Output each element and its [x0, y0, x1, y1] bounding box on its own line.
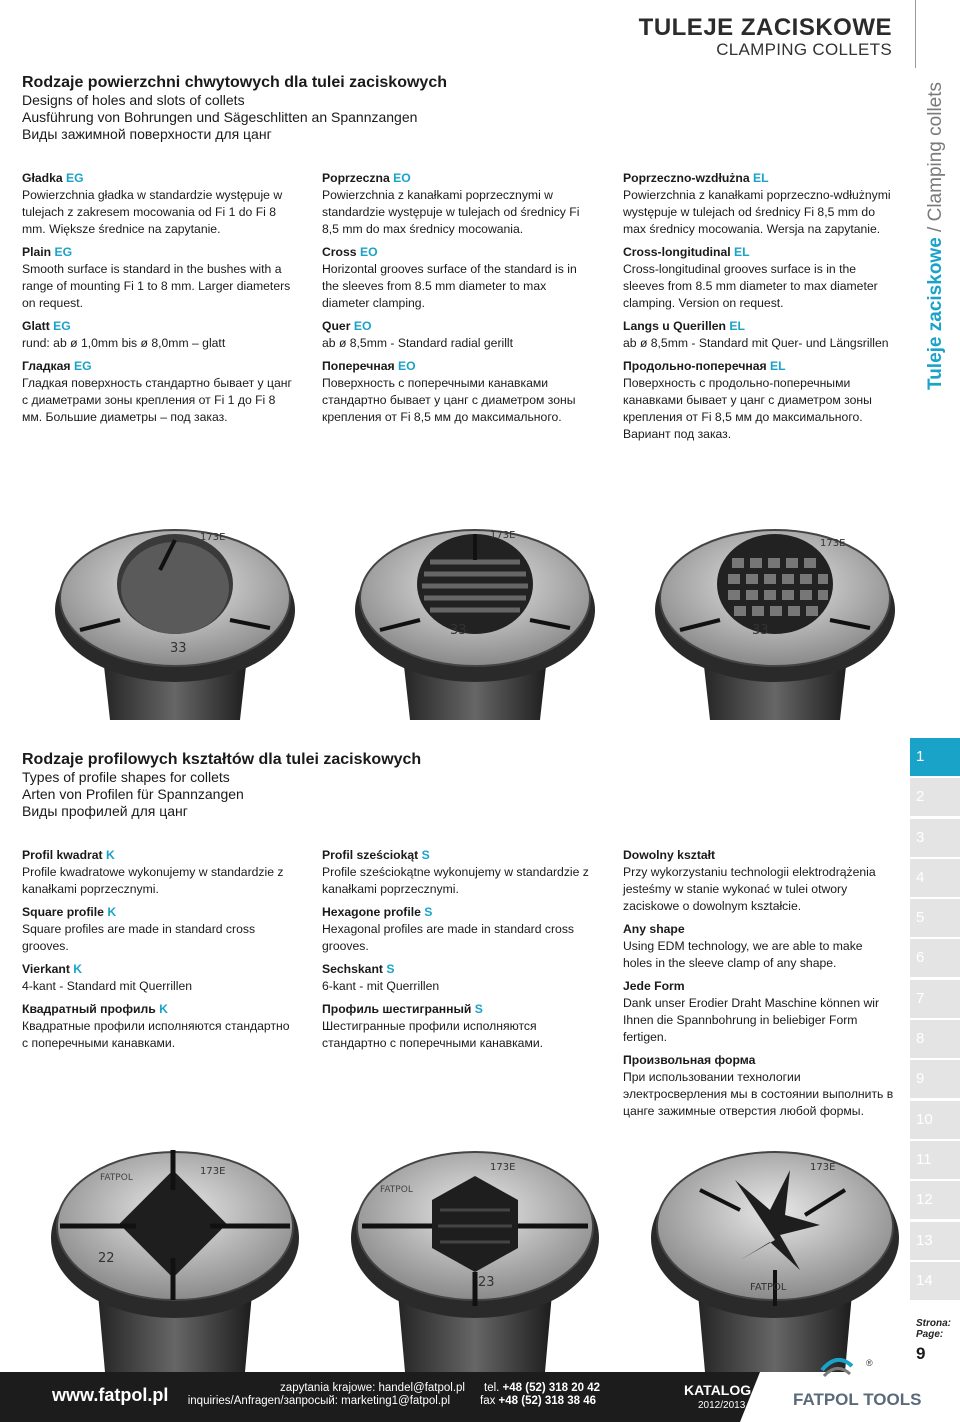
block-heading-code: S	[386, 962, 395, 976]
block-heading-name: Gładka	[22, 171, 67, 185]
section1-sub-en: Designs of holes and slots of collets	[22, 92, 245, 108]
block-heading	[623, 1052, 895, 1069]
block-heading-name: Квадратный профиль	[22, 1002, 160, 1016]
block-heading-name: Vierkant	[22, 962, 74, 976]
footer-fax-label: fax	[480, 1395, 496, 1407]
footer-fax-number: +48 (52) 318 38 46	[498, 1395, 597, 1407]
text-block	[623, 1052, 895, 1120]
footer-contact-1	[195, 1382, 465, 1395]
side-label-bold: Tuleje zaciskowe	[925, 237, 946, 390]
block-heading	[22, 244, 294, 261]
text-block	[322, 904, 594, 955]
block-heading-name: Poprzeczno-wzdłużna	[623, 171, 754, 185]
brand-6: FATPOL	[750, 1282, 787, 1293]
block-heading-code: K	[107, 905, 117, 919]
block-heading-name: Square profile	[22, 905, 108, 919]
block-heading-name: Профиль шестигранный	[322, 1002, 475, 1016]
block-heading	[22, 961, 294, 978]
block-heading-name: Cross	[322, 245, 360, 259]
footer-tel	[484, 1382, 600, 1395]
block-text: Powierzchnia gładka w standardzie występuje w tulejach z zakresem mocowania od Fi 1 do Fi 8 mm. Większe średnice na zapytanie.	[22, 188, 283, 236]
page-tab-14[interactable]: 14	[910, 1262, 960, 1300]
text-block	[322, 847, 594, 898]
engrave-top-2: 173E	[490, 530, 516, 541]
footer-tel-label: tel.	[484, 1382, 500, 1394]
footer-katalog: KATALOG	[684, 1382, 752, 1398]
block-heading	[322, 1001, 594, 1018]
side-label	[918, 81, 954, 390]
block-heading-code: K	[105, 848, 115, 862]
header-title: TULEJE ZACISKOWE	[638, 14, 892, 41]
engrave-top-4: 173E	[200, 1166, 226, 1177]
footer-contact-1-label: zapytania krajowe:	[280, 1382, 379, 1394]
block-heading	[322, 358, 594, 375]
block-heading-name: Profil kwadrat	[22, 848, 106, 862]
footer-year: 2012/2013	[698, 1400, 746, 1411]
text-block	[22, 847, 294, 898]
block-heading	[322, 318, 594, 335]
footer-email-1[interactable]: handel@fatpol.pl	[378, 1382, 465, 1394]
page-label-pl: Strona:	[916, 1318, 951, 1329]
text-block	[22, 961, 294, 995]
collet-image-crosslong	[640, 510, 910, 720]
block-heading-name: Hexagone profile	[322, 905, 425, 919]
section2-col-2	[322, 847, 594, 1058]
footer-tel-number: +48 (52) 318 20 42	[502, 1382, 601, 1394]
block-heading-name: Poprzeczna	[322, 171, 394, 185]
page-tab-1[interactable]: 1	[910, 738, 960, 776]
block-heading-name: Langs u Querillen	[623, 319, 730, 333]
block-heading-name: Cross-longitudinal	[623, 245, 735, 259]
fatpol-logo-icon	[820, 1356, 854, 1382]
block-heading-code: EG	[73, 359, 92, 373]
footer-brand: FATPOL TOOLS	[793, 1390, 922, 1409]
block-heading	[623, 244, 895, 261]
engrave-4: 22	[98, 1251, 115, 1266]
page-number: 9	[916, 1344, 926, 1363]
collet-image-cross	[340, 510, 610, 720]
block-text: rund: ab ø 1,0mm bis ø 8,0mm – glatt	[22, 336, 226, 350]
page-tab-13[interactable]: 13	[910, 1222, 960, 1260]
block-heading-name: Glatt	[22, 319, 54, 333]
block-heading	[322, 244, 594, 261]
text-block	[22, 904, 294, 955]
page-tab-5[interactable]: 5	[910, 899, 960, 937]
block-heading-name: Гладкая	[22, 359, 74, 373]
block-text: Using EDM technology, we are able to make holes in the sleeve clamp of any shape.	[623, 939, 863, 970]
block-heading	[22, 1001, 294, 1018]
section1-heading	[22, 74, 882, 143]
block-heading	[322, 961, 594, 978]
block-heading-name: Plain	[22, 245, 55, 259]
block-heading	[22, 170, 294, 187]
side-label-rest: / Clamping collets	[925, 81, 946, 238]
page-tabs	[910, 738, 960, 1302]
text-block	[623, 170, 895, 238]
page-tab-11[interactable]: 11	[910, 1141, 960, 1179]
block-text: Profile sześciokątne wykonujemy w standardzie z kanałkami poprzecznymi.	[322, 865, 589, 896]
page-tab-7[interactable]: 7	[910, 980, 960, 1018]
section2-title: Rodzaje profilowych kształtów dla tulei zaciskowych	[22, 751, 422, 768]
engrave-1: 33	[170, 641, 187, 656]
header-subtitle: CLAMPING COLLETS	[716, 40, 892, 59]
block-heading	[623, 978, 895, 995]
text-block	[623, 358, 895, 443]
engrave-top-1: 173E	[200, 532, 226, 543]
block-heading	[22, 318, 294, 335]
block-heading-code: S	[424, 905, 433, 919]
brand-4: FATPOL	[100, 1173, 133, 1183]
block-heading-name: Quer	[322, 319, 354, 333]
block-text: Поверхность с продольно-поперечными канавками бывает у цанг с диаметром зоны крепления от Fi 8,5 мм до максимального. Вариант под заказ.	[623, 376, 872, 441]
block-text: 6-kant - mit Querrillen	[322, 979, 440, 993]
block-heading-code: EL	[734, 245, 750, 259]
block-heading-name: Произвольная форма	[623, 1053, 756, 1067]
block-heading	[623, 921, 895, 938]
block-heading	[623, 847, 895, 864]
section2-sub-ru: Виды профилей для цанг	[22, 803, 188, 819]
block-text: Profile kwadratowe wykonujemy w standardzie z kanałkami poprzecznymi.	[22, 865, 284, 896]
header-divider	[915, 0, 916, 68]
section2-col-1	[22, 847, 294, 1058]
page-tab-4[interactable]: 4	[910, 859, 960, 897]
block-heading-name: Sechskant	[322, 962, 387, 976]
text-block	[22, 170, 294, 238]
page-tab-12[interactable]: 12	[910, 1181, 960, 1219]
block-text: ab ø 8,5mm - Standard radial gerillt	[322, 336, 514, 350]
block-heading-code: K	[73, 962, 83, 976]
block-text: ab ø 8,5mm - Standard mit Quer- und Längsrillen	[623, 336, 889, 350]
collet-image-smooth	[40, 510, 310, 720]
block-heading-name: Поперечная	[322, 359, 398, 373]
section1-col-1	[22, 170, 294, 432]
page-tab-8[interactable]: 8	[910, 1020, 960, 1058]
footer-bar	[0, 1358, 960, 1422]
block-heading-code: EL	[770, 359, 786, 373]
block-heading	[22, 847, 294, 864]
page-tab-9[interactable]: 9	[910, 1060, 960, 1098]
block-heading-code: EG	[66, 171, 84, 185]
page-tab-2[interactable]: 2	[910, 778, 960, 816]
page-label-en: Page:	[916, 1329, 944, 1340]
text-block	[22, 318, 294, 352]
page-tab-10[interactable]: 10	[910, 1101, 960, 1139]
text-block	[623, 244, 895, 312]
section1-title: Rodzaje powierzchni chwytowych dla tulei zaciskowych	[22, 74, 447, 91]
block-heading-code: EO	[397, 359, 416, 373]
block-text: Square profiles are made in standard cross grooves.	[22, 922, 256, 953]
engrave-top-5: 173E	[490, 1162, 516, 1173]
block-text: Квадратные профили исполняются стандартно с поперечными канавками.	[22, 1019, 290, 1050]
block-heading	[623, 358, 895, 375]
block-heading-code: S	[474, 1002, 483, 1016]
footer-email-2[interactable]: marketing1@fatpol.pl	[341, 1395, 450, 1407]
engrave-3: 33	[752, 623, 769, 638]
footer-contact-2	[160, 1395, 450, 1408]
block-text: Horizontal grooves surface of the standard is in the sleeves from 8.5 mm diameter to max diameter clamping.	[322, 262, 577, 310]
text-block	[322, 358, 594, 426]
text-block	[322, 961, 594, 995]
block-heading-code: EL	[753, 171, 769, 185]
section1-sub-de: Ausführung von Bohrungen und Sägeschlitten an Spannzangen	[22, 109, 418, 125]
block-heading-name: Продольно-поперечная	[623, 359, 771, 373]
block-heading-code: K	[159, 1002, 168, 1016]
engrave-5: 23	[478, 1275, 495, 1290]
block-text: Гладкая поверхность стандартно бывает у цанг с диаметрами зоны крепления от Fi 1 до Fi 8 мм. Большие диаметры – под заказ.	[22, 376, 292, 424]
block-heading-name: Jede Form	[623, 979, 685, 993]
block-text: Hexagonal profiles are made in standard cross grooves.	[322, 922, 575, 953]
block-heading-code: EG	[53, 319, 71, 333]
text-block	[623, 978, 895, 1046]
section1-col-2	[322, 170, 594, 432]
page-label	[916, 1318, 951, 1340]
page-tab-6[interactable]: 6	[910, 939, 960, 977]
text-block	[22, 244, 294, 312]
text-block	[623, 847, 895, 915]
text-block	[22, 1001, 294, 1052]
block-text: Powierzchnia z kanałkami poprzeczno-wdłużnymi występuje w tulejach od średnicy Fi 8,5 mm do max średnicy mocowania. Wersja na zapytanie.	[623, 188, 891, 236]
block-heading-code: S	[421, 848, 430, 862]
block-heading-code: EO	[393, 171, 411, 185]
text-block	[322, 1001, 594, 1052]
block-heading	[322, 170, 594, 187]
section1-col-3	[623, 170, 895, 449]
text-block	[623, 318, 895, 352]
section2-sub-en: Types of profile shapes for collets	[22, 769, 230, 785]
collet-image-square	[40, 1130, 310, 1372]
block-heading	[22, 358, 294, 375]
text-block	[623, 921, 895, 972]
block-heading	[22, 904, 294, 921]
page-tab-3[interactable]: 3	[910, 819, 960, 857]
block-text: Поверхность с поперечными канавками стандартно бывает у цанг с диаметром зоны крепления от Fi 8,5 мм до максимального.	[322, 376, 576, 424]
block-heading	[322, 847, 594, 864]
block-heading-code: EO	[359, 245, 378, 259]
section2-heading	[22, 751, 882, 820]
engrave-2: 33	[450, 623, 467, 638]
block-heading-code: EG	[54, 245, 73, 259]
footer-fax	[480, 1395, 596, 1408]
engrave-top-3: 173E	[820, 538, 846, 549]
block-heading-name: Profil sześciokąt	[322, 848, 422, 862]
block-heading-name: Any shape	[623, 922, 685, 936]
section1-sub-ru: Виды зажимной поверхности для цанг	[22, 126, 272, 142]
block-text: При использовании технологии электросверления мы в состоянии выполнить в цанге зажимные отверстия любой формы.	[623, 1070, 894, 1118]
block-heading-name: Dowolny kształt	[623, 848, 716, 862]
block-heading-code: EL	[729, 319, 745, 333]
block-text: Powierzchnia z kanałkami poprzecznymi w standardzie występuje w tulejach od średnicy Fi 8,5 mm do max średnicy mocowania.	[322, 188, 580, 236]
section2-sub-de: Arten von Profilen für Spannzangen	[22, 786, 244, 802]
brand-5: FATPOL	[380, 1185, 413, 1195]
block-heading	[623, 170, 895, 187]
section2-col-3	[623, 847, 895, 1126]
block-text: 4-kant - Standard mit Querrillen	[22, 979, 193, 993]
text-block	[322, 318, 594, 352]
registered-mark: ®	[866, 1358, 873, 1368]
block-text: Smooth surface is standard in the bushes with a range of mounting Fi 1 to 8 mm. Larger diameters on request.	[22, 262, 291, 310]
footer-contact-2-label: inquiries/Anfragen/запросый:	[187, 1395, 342, 1407]
engrave-top-6: 173E	[810, 1162, 836, 1173]
block-text: Cross-longitudinal grooves surface is in the sleeves from 8.5 mm diameter to max diameter clamping. Version on request.	[623, 262, 878, 310]
footer-www-link[interactable]: www.fatpol.pl	[52, 1385, 169, 1405]
text-block	[322, 170, 594, 238]
block-heading	[322, 904, 594, 921]
block-text: Dank unser Erodier Draht Maschine können wir Ihnen die Spannbohrung in beliebiger Form fertigen.	[623, 996, 880, 1044]
block-heading-code: EO	[353, 319, 372, 333]
block-heading	[623, 318, 895, 335]
collet-image-star	[640, 1130, 910, 1372]
text-block	[322, 244, 594, 312]
text-block	[22, 358, 294, 426]
block-text: Przy wykorzystaniu technologii elektrodrążenia jesteśmy w stanie wykonać w tulei otwory zaciskowe o dowolnym kształcie.	[623, 865, 876, 913]
block-text: Шестигранные профили исполняются стандартно с поперечными канавками.	[322, 1019, 544, 1050]
collet-image-hex	[340, 1130, 610, 1372]
